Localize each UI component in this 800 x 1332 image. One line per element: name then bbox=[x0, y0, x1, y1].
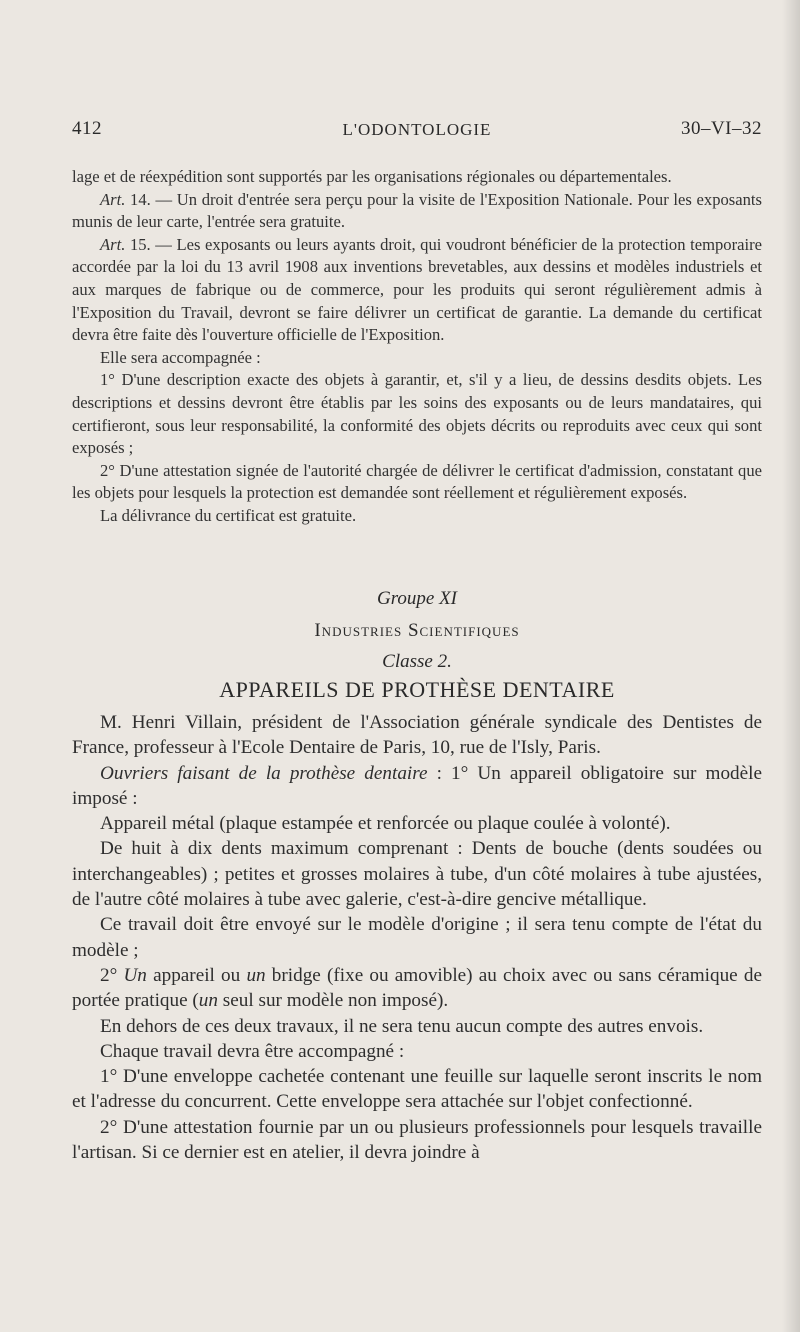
paragraph: 1° D'une enveloppe cachetée contenant une feuille sur laquelle seront inscrits le nom et l'adresse du concurrent. Cette enveloppe sera attachée sur l'objet confectionné. bbox=[72, 1066, 762, 1113]
paragraph: M. Henri Villain, président de l'Association générale syndicale des Dentistes de France, professeur à l'Ecole Dentaire de Paris, 10, rue de l'Isly, Paris. bbox=[72, 712, 762, 759]
article-label: Art. bbox=[100, 234, 126, 254]
paragraph: 2° D'une attestation fournie par un ou plusieurs professionnels pour lesquels travaille l'artisan. Si ce dernier est en atelier, il devra joindre à bbox=[72, 1116, 762, 1164]
industries-heading: Industries Scientifiques bbox=[314, 620, 520, 641]
paragraph: Ce travail doit être envoyé sur le modèle d'origine ; il sera tenu compte de l'état du modèle ; bbox=[72, 914, 762, 961]
paragraph: Elle sera accompagnée : bbox=[100, 347, 261, 367]
prosthesis-text bbox=[72, 710, 762, 1165]
issue-date: 30–VI–32 bbox=[680, 118, 762, 139]
italic-word: Un bbox=[123, 964, 147, 986]
regulation-text bbox=[72, 166, 762, 528]
italic-word: un bbox=[198, 990, 218, 1012]
article-14 bbox=[72, 189, 762, 234]
article-15 bbox=[72, 234, 762, 347]
group-heading: Groupe XI bbox=[376, 588, 458, 609]
journal-title: L'ODONTOLOGIE bbox=[342, 120, 492, 139]
class-heading: Classe 2. bbox=[382, 651, 452, 672]
page-edge-shadow bbox=[782, 0, 800, 1332]
section-title: APPAREILS DE PROTHÈSE DENTAIRE bbox=[219, 677, 615, 702]
paragraph-text: : 1° Un appareil obligatoire sur modèle imposé : bbox=[72, 762, 762, 809]
paragraph-text: seul sur modèle non imposé). bbox=[217, 990, 449, 1012]
paragraph: 1° D'une description exacte des objets à garantir, et, s'il y a lieu, de dessins desdits objets. Les descriptions et dessins devront être établis par les soins des exposants ou de leurs mandataires, qui certifieront, sous leur responsabilité, la conformité des objets décrits ou reproduits avec ceux qui sont exposés ; bbox=[72, 370, 762, 458]
article-text: 15. — Les exposants ou leurs ayants droit, qui voudront bénéficier de la protection temporaire accordée par la loi du 13 avril 1908 aux inventions brevetables, aux dessins et modèles industriels et aux marques de fabrique ou de commerce, pour les produits qui seront régulièrement admis à l'Exposition du Travail, devront se faire délivrer un certificat de garantie. La demande du certificat devra être faite dès l'ouverture officielle de l'Exposition. bbox=[72, 234, 762, 345]
paragraph-text: appareil ou bbox=[146, 964, 247, 986]
paragraph bbox=[72, 963, 762, 1014]
paragraph-text: bridge (fixe ou amovible) au choix avec ou sans céramique de portée pratique ( bbox=[72, 964, 762, 1012]
paragraph bbox=[72, 761, 762, 812]
page-number: 412 bbox=[72, 118, 102, 139]
paragraph: 2° D'une attestation signée de l'autorité chargée de délivrer le certificat d'admission, constatant que les objets pour lesquels la protection est demandée sont réellement et régulièrement exposés. bbox=[72, 460, 762, 503]
italic-word: un bbox=[246, 964, 266, 986]
paragraph: En dehors de ces deux travaux, il ne sera tenu aucun compte des autres envois. bbox=[100, 1015, 704, 1037]
article-label: Art. bbox=[100, 189, 126, 209]
article-text: 14. — Un droit d'entrée sera perçu pour la visite de l'Exposition Nationale. Pour les exposants munis de leur carte, l'entrée sera gratuite. bbox=[72, 189, 762, 232]
paragraph: Chaque travail devra être accompagné : bbox=[100, 1040, 405, 1062]
running-header bbox=[72, 118, 762, 148]
paragraph: De huit à dix dents maximum comprenant : Dents de bouche (dents soudées ou interchangeables) ; petites et grosses molaires à tube, d'un côté molaires à tube ajustées, de l'autre côté molaires à tube avec galerie, c'est-à-dire gencive métallique. bbox=[72, 838, 762, 911]
paragraph: Appareil métal (plaque estampée et renforcée ou plaque coulée à volonté). bbox=[100, 813, 671, 835]
paragraph: La délivrance du certificat est gratuite. bbox=[100, 505, 357, 525]
paragraph-text: 2° bbox=[100, 964, 124, 986]
italic-phrase: Ouvriers faisant de la prothèse dentaire bbox=[100, 762, 428, 784]
paragraph: lage et de réexpédition sont supportés par les organisations régionales ou départementales. bbox=[72, 167, 672, 186]
